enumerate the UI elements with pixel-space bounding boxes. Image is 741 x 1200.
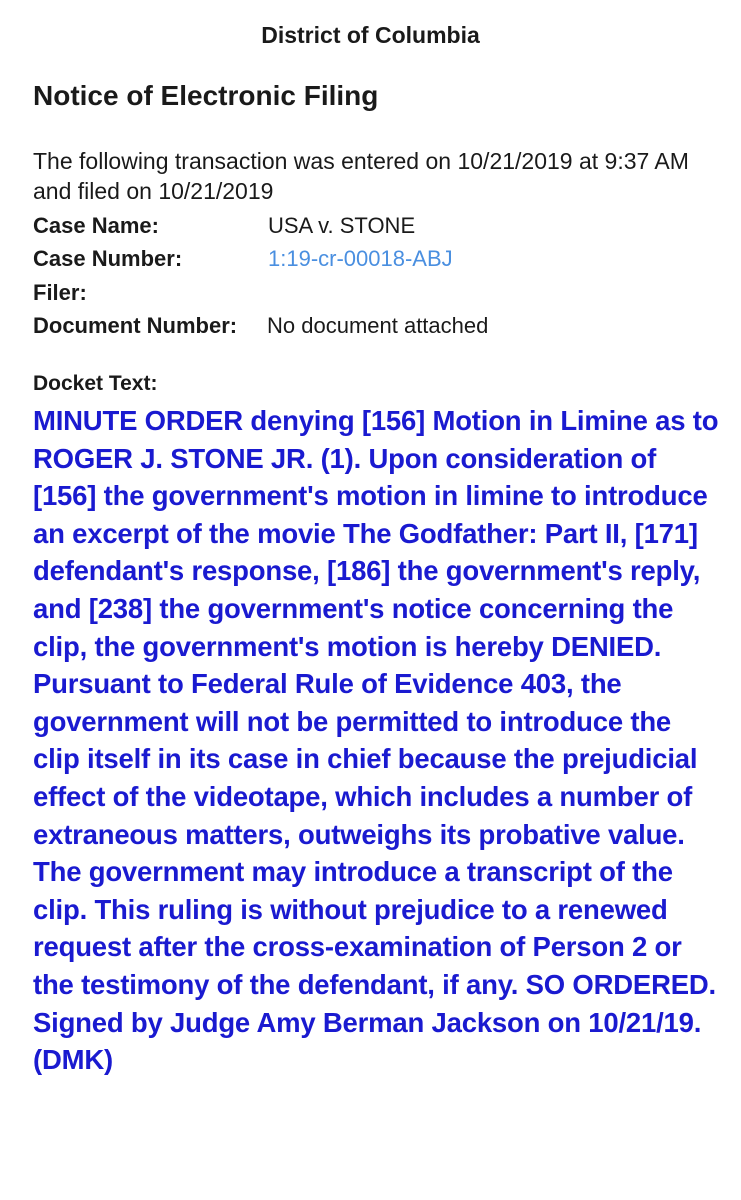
case-name-value: USA v. STONE — [268, 213, 416, 238]
notice-title: Notice of Electronic Filing — [33, 80, 379, 111]
filer-label: Filer: — [33, 280, 87, 305]
document-number-value: No document attached — [267, 313, 489, 338]
case-number-link[interactable]: 1:19-cr-00018-ABJ — [268, 246, 453, 271]
docket-text-label: Docket Text: — [33, 372, 158, 395]
transaction-text: The following transaction was entered on 10/21/2019 at 9:37 AM and filed on 10/21/2019 — [33, 148, 689, 204]
docket-text: MINUTE ORDER denying [156] Motion in Limine as to ROGER J. STONE JR. (1). Upon consideration of [156] the government's motion in limine to introduce an excerpt of the movie The Godfather: Part II, [171] defendant's response, [186] the government's reply, and [238] the government's notice concerning the clip, the government's motion is hereby DENIED. Pursuant to Federal Rule of Evidence 403, the government will not be permitted to introduce the clip itself in its case in chief because the prejudicial effect of the videotape, which includes a number of extraneous matters, outweighs its probative value. The government may introduce a transcript of the clip. This ruling is without prejudice to a renewed request after the cross-examination of Person 2 or the testimony of the defendant, if any. SO ORDERED. Signed by Judge Amy Berman Jackson on 10/21/19. (DMK) — [33, 405, 719, 1076]
document-number-label: Document Number: — [33, 313, 238, 338]
case-number-label: Case Number: — [33, 246, 183, 271]
case-name-label: Case Name: — [33, 213, 159, 238]
court-name: District of Columbia — [261, 22, 480, 48]
